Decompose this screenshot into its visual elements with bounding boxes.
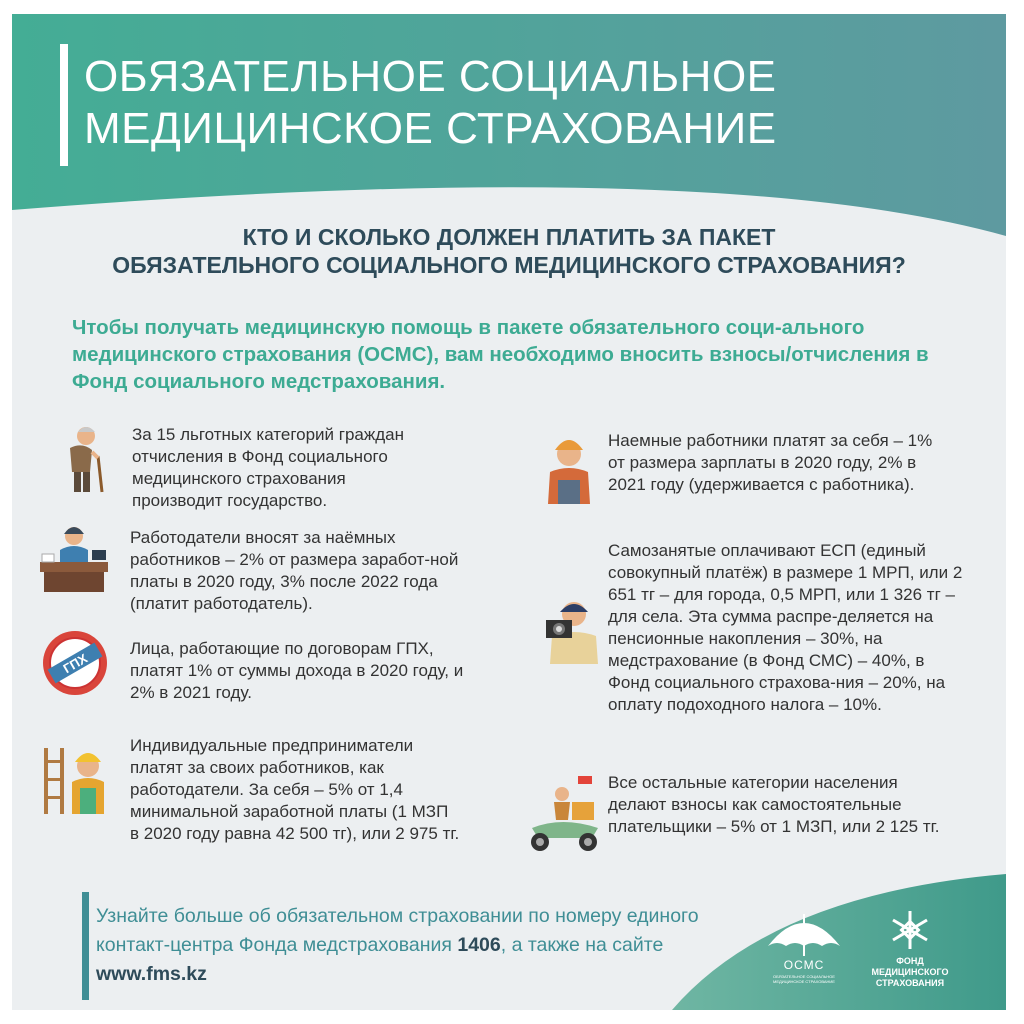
intro-text: Чтобы получать медицинскую помощь в пакете обязательного соци-ального медицинского страхования (ОСМС), вам необходимо вносить взносы/отчисления в Фонд социального медстрахования. <box>72 316 929 393</box>
item-entrepreneurs: Индивидуальные предприниматели платят за своих работников, как работодатели. За себя – 5% от 1,4 минимальной заработной платы (1 МЗП в 2020 году равна 42 500 тг), или 2 975 тг. <box>130 736 460 843</box>
fund-logo-line-3: СТРАХОВАНИЯ <box>875 978 945 988</box>
item-employees: Наемные работники платят за себя – 1% от размера зарплаты в 2020 году, 2% в 2021 году (удерживается с работника). <box>608 431 933 494</box>
gph-badge-icon <box>40 628 110 698</box>
elderly-person-icon <box>48 422 110 494</box>
umbrella-icon <box>764 906 844 958</box>
fund-snowflake-icon <box>888 908 932 952</box>
page-title-line-1: ОБЯЗАТЕЛЬНОЕ СОЦИАЛЬНОЕ <box>84 52 777 101</box>
employer-desk-icon <box>30 520 110 594</box>
subtitle-line-2: ОБЯЗАТЕЛЬНОГО СОЦИАЛЬНОГО МЕДИЦИНСКОГО СТРАХОВАНИЯ? <box>112 252 906 278</box>
item-other-categories: Все остальные категории населения делают взносы как самостоятельные плательщики – 5% от 1 МЗП, или 2 125 тг. <box>608 773 940 836</box>
footer-text <box>96 902 716 989</box>
item-gph-contracts: Лица, работающие по договорам ГПХ, платят 1% от суммы дохода в 2020 году, и 2% в 2021 году. <box>130 639 464 702</box>
title-accent-bar <box>60 44 68 166</box>
website-link[interactable]: www.fms.kz <box>96 963 207 985</box>
fund-logo-line-2: МЕДИЦИНСКОГО <box>871 967 949 977</box>
contact-phone[interactable]: 1406 <box>457 934 501 956</box>
fund-logo-line-1: ФОНД <box>896 956 924 966</box>
page-title-line-2: МЕДИЦИНСКОЕ СТРАХОВАНИЕ <box>84 104 777 153</box>
infographic-card <box>12 14 1006 1010</box>
subtitle-line-1: КТО И СКОЛЬКО ДОЛЖЕН ПЛАТИТЬ ЗА ПАКЕТ <box>242 224 776 250</box>
worker-helmet-icon <box>538 426 600 506</box>
courier-scooter-icon <box>522 772 606 854</box>
item-self-employed: Самозанятые оплачивают ЕСП (единый совокупный платёж) в размере 1 МРП, или 2 651 тг – для города, 0,5 МРП, или 1 326 тг – для села. Эта сумма распре-деляется на пенсионные накопления – 30%, на медстрахование (в Фонд СМС) – 40%, в Фонд социального страхова-ния – 20%, на оплату подоходного налога – 10%. <box>608 541 963 714</box>
footer-text-middle: , а также на сайте <box>500 934 664 956</box>
photographer-icon <box>538 596 604 664</box>
item-employers: Работодатели вносят за наёмных работников – 2% от размера заработ-ной платы в 2020 году, 3% после 2022 года (платит работодатель). <box>130 528 459 613</box>
entrepreneur-builder-icon <box>42 738 112 818</box>
footer-text-lead: Узнайте больше об обязательном страховании по номеру единого контакт-центра Фонда медстрахования <box>96 905 699 956</box>
gph-label: ГПХ <box>60 650 90 677</box>
footer-accent-bar <box>82 892 89 1000</box>
fund-logo-text <box>862 956 958 989</box>
osms-logo-subtext: ОБЯЗАТЕЛЬНОЕ СОЦИАЛЬНОЕ МЕДИЦИНСКОЕ СТРАХОВАНИЕ <box>773 974 835 984</box>
osms-logo-label: ОСМС <box>783 958 825 972</box>
item-privileged-categories: За 15 льготных категорий граждан отчисления в Фонд социального медицинского страхования производит государство. <box>132 425 405 510</box>
